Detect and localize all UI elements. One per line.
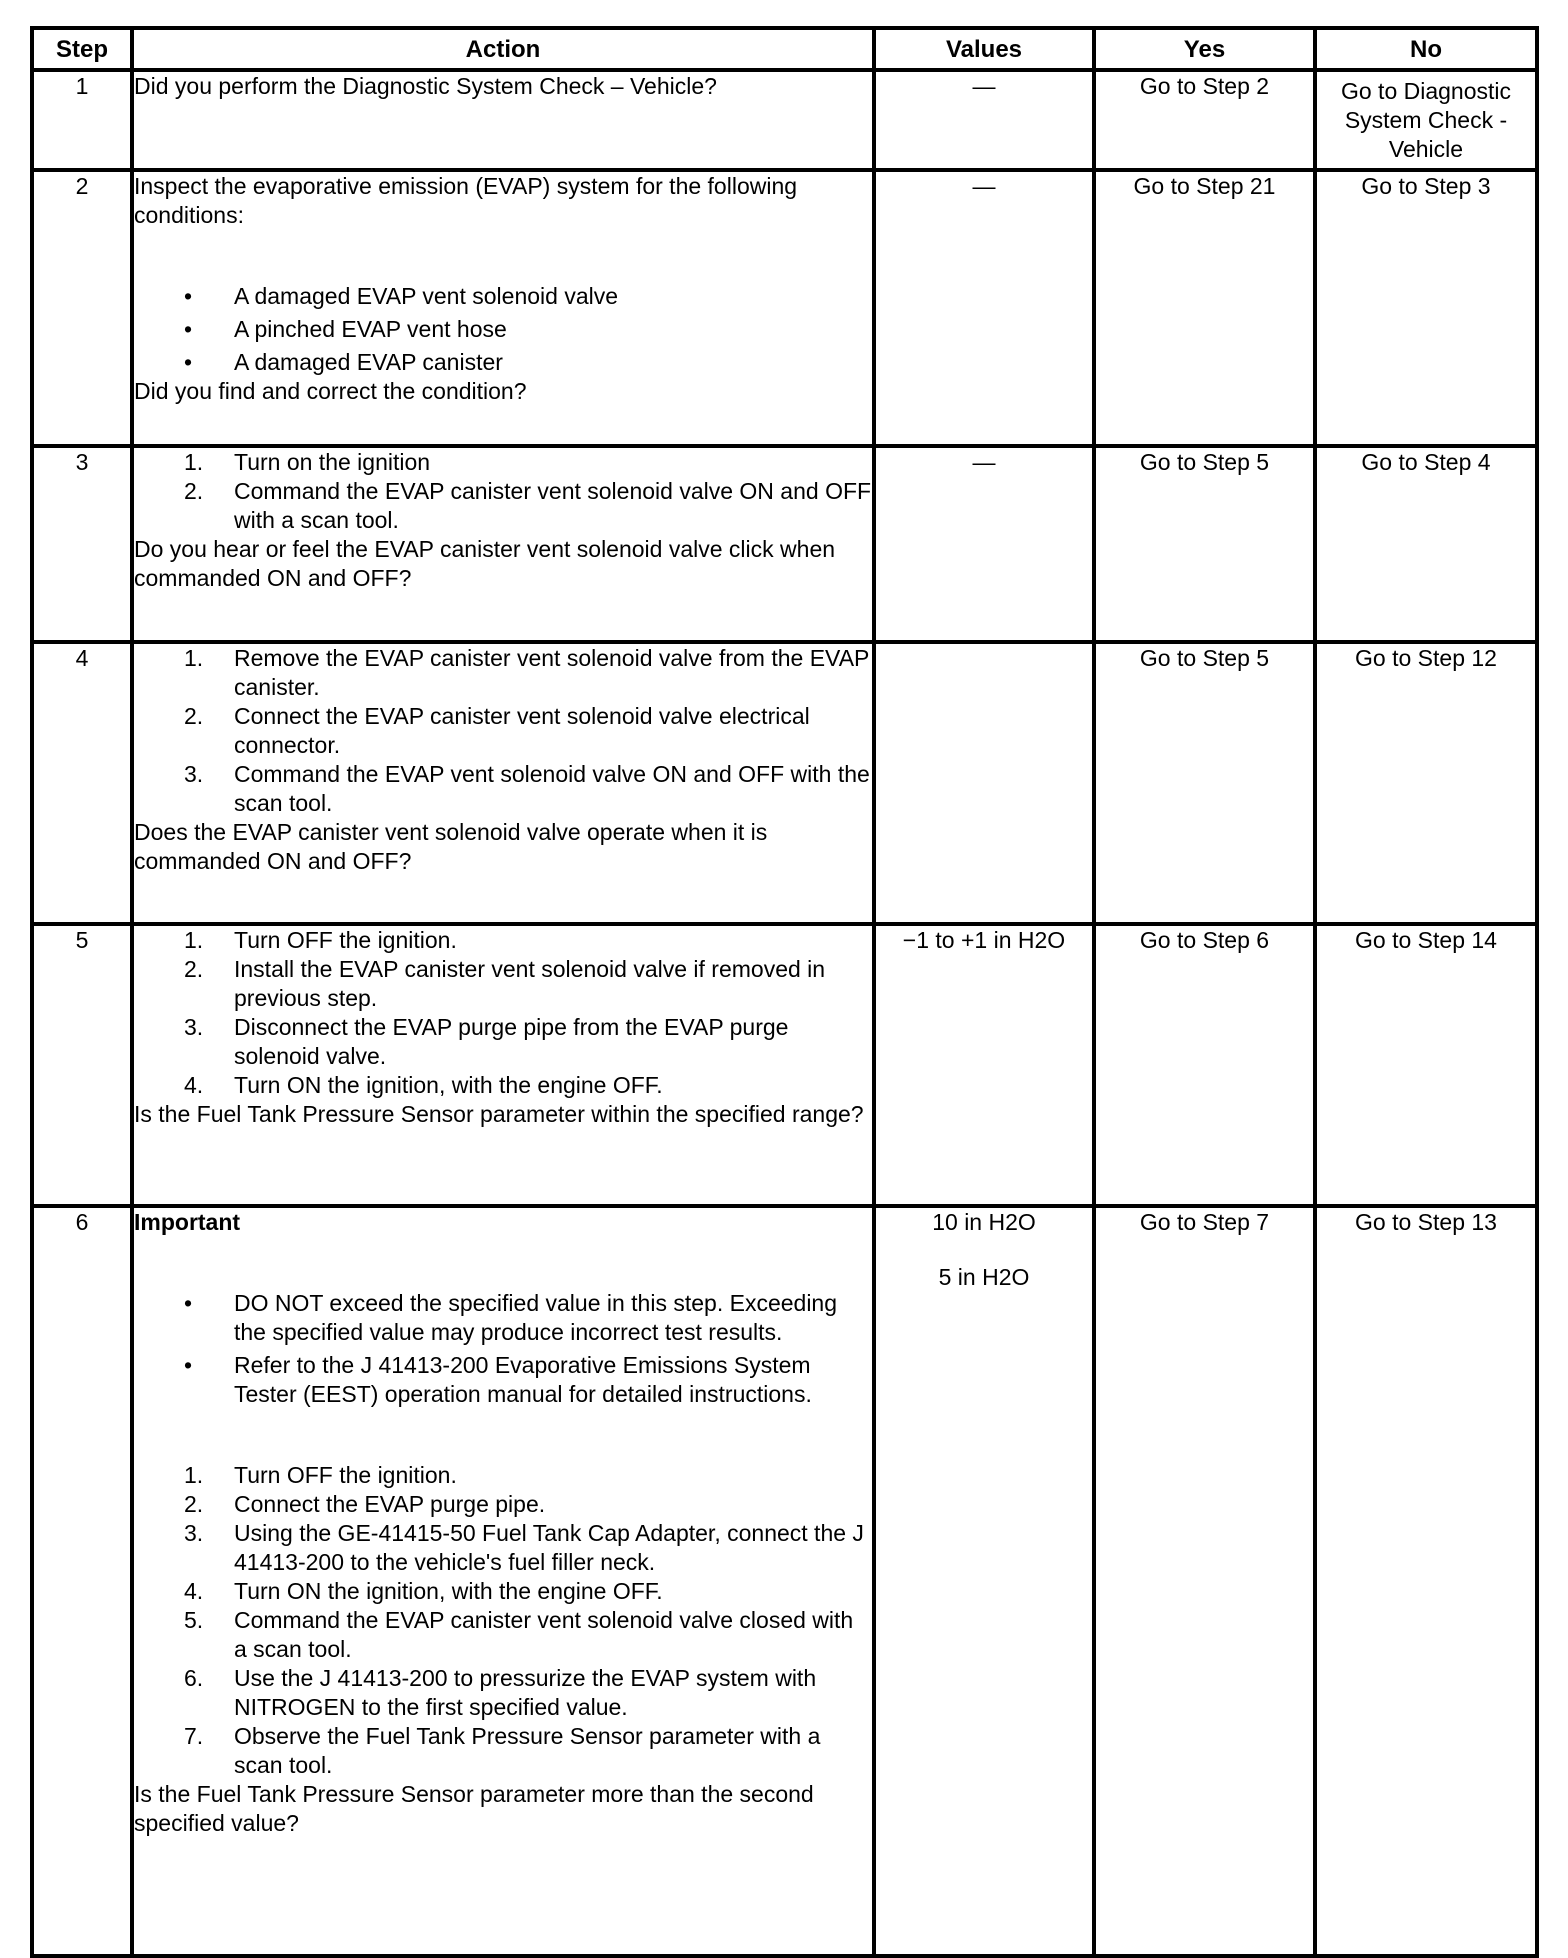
- value-cell: —: [874, 170, 1094, 446]
- list-item: 2. Connect the EVAP canister vent solenoid valve electrical connector.: [184, 703, 810, 758]
- list-item: 1. Turn OFF the ignition.: [184, 927, 457, 953]
- first-value: 10 in H2O: [932, 1209, 1036, 1235]
- list-item: 3. Disconnect the EVAP purge pipe from the EVAP purge solenoid valve.: [184, 1014, 789, 1069]
- action-cell: [132, 1206, 874, 1956]
- list-item: 3. Command the EVAP vent solenoid valve ON and OFF with the scan tool.: [184, 761, 870, 816]
- step-number: 5: [32, 924, 132, 1206]
- table-row: [32, 642, 1537, 924]
- action-cell: [132, 446, 874, 642]
- action-question: Is the Fuel Tank Pressure Sensor parameter within the specified range?: [134, 1101, 864, 1127]
- value-cell: [874, 1206, 1094, 1956]
- list-item: 3. Using the GE-41415-50 Fuel Tank Cap Adapter, connect the J 41413-200 to the vehicle's fuel filler neck.: [184, 1520, 864, 1575]
- list-item: 2. Command the EVAP canister vent solenoid valve ON and OFF with a scan tool.: [184, 478, 872, 533]
- action-cell: [132, 642, 874, 924]
- list-item: • A pinched EVAP vent hose: [184, 316, 507, 342]
- header-values: Values: [874, 28, 1094, 70]
- no-cell: Go to Step 14: [1315, 924, 1537, 1206]
- table-row: [32, 1206, 1537, 1956]
- important-heading: Important: [134, 1209, 241, 1235]
- action-question: Did you perform the Diagnostic System Check – Vehicle?: [134, 73, 717, 99]
- table-row: [32, 446, 1537, 642]
- important-list: [134, 1289, 872, 1409]
- no-cell: Go to Step 12: [1315, 642, 1537, 924]
- list-item: 2. Connect the EVAP purge pipe.: [184, 1491, 546, 1517]
- second-value: 5 in H2O: [938, 1264, 1030, 1290]
- value-cell: —: [874, 70, 1094, 170]
- yes-cell: Go to Step 6: [1094, 924, 1315, 1206]
- header-step: Step: [32, 28, 132, 70]
- action-question: Did you find and correct the condition?: [134, 378, 527, 404]
- yes-cell: Go to Step 7: [1094, 1206, 1315, 1956]
- list-item: 2. Install the EVAP canister vent solenoid valve if removed in previous step.: [184, 956, 826, 1011]
- header-row: [32, 28, 1537, 70]
- header-yes: Yes: [1094, 28, 1315, 70]
- list-item: 4. Turn ON the ignition, with the engine OFF.: [184, 1578, 663, 1604]
- action-lead: Inspect the evaporative emission (EVAP) system for the following conditions:: [134, 173, 798, 228]
- action-cell: [132, 170, 874, 446]
- list-item: 5. Command the EVAP canister vent solenoid valve closed with a scan tool.: [184, 1607, 854, 1662]
- step-number: 2: [32, 170, 132, 446]
- list-item: 1. Remove the EVAP canister vent solenoid valve from the EVAP canister.: [184, 645, 869, 700]
- no-cell: Go to Step 4: [1315, 446, 1537, 642]
- procedure-list: [134, 926, 872, 1100]
- no-cell: Go to Step 13: [1315, 1206, 1537, 1956]
- table-row: [32, 170, 1537, 446]
- action-question: Does the EVAP canister vent solenoid valve operate when it is commanded ON and OFF?: [134, 819, 768, 874]
- list-item: • A damaged EVAP canister: [184, 349, 503, 375]
- header-no: No: [1315, 28, 1537, 70]
- step-number: 4: [32, 642, 132, 924]
- yes-cell: Go to Step 2: [1094, 70, 1315, 170]
- list-item: • DO NOT exceed the specified value in this step. Exceeding the specified value may produce incorrect test results.: [184, 1290, 838, 1345]
- value-cell: [874, 642, 1094, 924]
- action-cell: [132, 924, 874, 1206]
- yes-cell: Go to Step 21: [1094, 170, 1315, 446]
- condition-list: [134, 282, 872, 377]
- list-item: 1. Turn on the ignition: [184, 449, 431, 475]
- list-item: 7. Observe the Fuel Tank Pressure Sensor parameter with a scan tool.: [184, 1723, 821, 1778]
- no-cell: Go to Step 3: [1315, 170, 1537, 446]
- header-action: Action: [132, 28, 874, 70]
- yes-cell: Go to Step 5: [1094, 642, 1315, 924]
- list-item: • Refer to the J 41413-200 Evaporative Emissions System Tester (EEST) operation manual for detailed instructions.: [184, 1352, 812, 1407]
- step-number: 1: [32, 70, 132, 170]
- procedure-list: [134, 644, 872, 818]
- action-question: Is the Fuel Tank Pressure Sensor parameter more than the second specified value?: [134, 1781, 814, 1836]
- no-cell: Go to Diagnostic System Check - Vehicle: [1315, 70, 1537, 170]
- action-question: Do you hear or feel the EVAP canister vent solenoid valve click when commanded ON and OFF?: [134, 536, 836, 591]
- procedure-list: [134, 1461, 872, 1780]
- table-row: [32, 924, 1537, 1206]
- step-number: 6: [32, 1206, 132, 1956]
- table-row: [32, 70, 1537, 170]
- action-cell: [132, 70, 874, 170]
- list-item: 6. Use the J 41413-200 to pressurize the EVAP system with NITROGEN to the first specified value.: [184, 1665, 817, 1720]
- diagnostic-table: [30, 26, 1539, 1958]
- value-cell: —: [874, 446, 1094, 642]
- value-cell: −1 to +1 in H2O: [874, 924, 1094, 1206]
- procedure-list: [134, 448, 872, 535]
- list-item: 1. Turn OFF the ignition.: [184, 1462, 457, 1488]
- yes-cell: Go to Step 5: [1094, 446, 1315, 642]
- list-item: 4. Turn ON the ignition, with the engine OFF.: [184, 1072, 663, 1098]
- list-item: • A damaged EVAP vent solenoid valve: [184, 283, 619, 309]
- step-number: 3: [32, 446, 132, 642]
